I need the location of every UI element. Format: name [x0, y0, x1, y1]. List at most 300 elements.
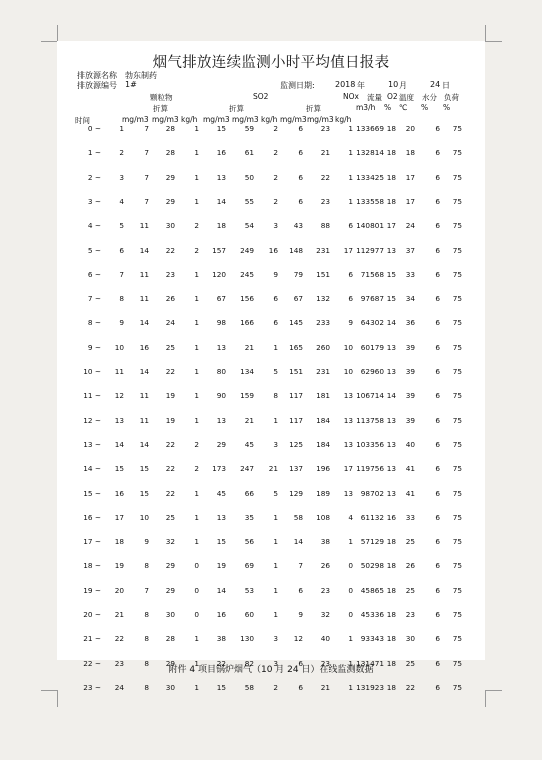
table-cell: 6 — [298, 682, 303, 692]
header-nox: NOx — [343, 92, 359, 101]
table-cell: 90 — [216, 391, 226, 401]
table-row — [57, 270, 485, 280]
table-cell: 15 — [114, 464, 124, 474]
table-cell: 6 — [298, 658, 303, 668]
table-cell: 2 — [273, 196, 278, 206]
table-row — [57, 489, 485, 499]
header-temperature: 温度 — [399, 93, 414, 102]
table-cell: 9 — [119, 318, 124, 328]
header-o2: O2 — [387, 92, 398, 101]
table-cell: 8 — [144, 658, 149, 668]
table-cell: 23 — [114, 658, 124, 668]
table-cell: 6 — [298, 148, 303, 158]
table-cell: 18 — [386, 196, 396, 206]
table-cell: 1 — [348, 172, 353, 182]
table-cell: 0 — [348, 610, 353, 619]
header-unit-4: mg/m3 — [232, 115, 259, 124]
table-cell: 13 — [386, 415, 396, 425]
table-cell: 66 — [244, 488, 254, 498]
table-cell: 15 ~ — [83, 488, 101, 498]
table-cell: 13 — [216, 512, 226, 522]
table-cell: 22 — [216, 658, 226, 668]
table-cell: 18 ~ — [83, 561, 101, 571]
table-cell: 21 — [244, 415, 254, 425]
table-cell: 18 — [386, 124, 396, 133]
table-cell: 88 — [320, 221, 330, 231]
table-cell: 2 — [273, 682, 278, 692]
table-cell: 19 — [165, 415, 175, 425]
table-cell: 3 ~ — [87, 196, 101, 206]
table-row — [57, 197, 485, 207]
table-cell: 80 — [216, 367, 226, 376]
table-cell: 0 ~ — [87, 124, 101, 133]
table-cell: 117 — [289, 391, 303, 401]
table-cell: 112977 — [356, 245, 384, 255]
table-cell: 1 ~ — [87, 148, 101, 158]
table-cell: 3 — [273, 221, 278, 231]
table-cell: 75 — [452, 561, 462, 571]
table-row — [57, 586, 485, 596]
header-o2-unit: % — [384, 103, 392, 112]
table-cell: 25 — [165, 342, 175, 352]
table-cell: 22 — [165, 464, 175, 474]
table-cell: 45865 — [360, 585, 384, 595]
table-cell: 55 — [244, 196, 254, 206]
table-cell: 29 — [165, 196, 175, 206]
table-cell: 5 ~ — [87, 245, 101, 255]
table-cell: 22 — [165, 367, 175, 376]
table-cell: 6 — [348, 221, 353, 231]
header-so2: SO2 — [253, 92, 269, 101]
table-cell: 14 — [386, 318, 396, 328]
table-cell: 165 — [289, 342, 303, 352]
table-cell: 151 — [289, 367, 303, 376]
table-cell: 133558 — [356, 196, 384, 206]
table-cell: 22 — [405, 682, 415, 692]
table-cell: 7 — [144, 148, 149, 158]
table-cell: 71568 — [360, 269, 384, 279]
crop-mark-bottom-left — [41, 690, 58, 707]
table-cell: 1 — [194, 682, 199, 692]
table-cell: 75 — [452, 318, 462, 328]
table-cell: 14 — [293, 537, 303, 547]
table-cell: 32 — [165, 537, 175, 547]
table-cell: 125 — [289, 439, 303, 449]
table-cell: 1 — [348, 634, 353, 644]
table-cell: 36 — [405, 318, 415, 328]
table-cell: 7 — [119, 269, 124, 279]
table-cell: 1 — [194, 658, 199, 668]
table-cell: 23 — [405, 610, 415, 619]
table-cell: 1 — [194, 294, 199, 304]
table-cell: 5 — [273, 367, 278, 376]
table-cell: 18 — [386, 682, 396, 692]
table-row — [57, 416, 485, 426]
table-cell: 29 — [165, 561, 175, 571]
source-id-label: 排放源编号 — [77, 81, 117, 90]
table-cell: 75 — [452, 269, 462, 279]
table-cell: 6 — [298, 196, 303, 206]
monitor-month-unit: 月 — [399, 81, 407, 90]
table-cell: 1 — [194, 342, 199, 352]
table-cell: 0 — [194, 561, 199, 571]
table-cell: 19 ~ — [83, 585, 101, 595]
table-cell: 2 — [194, 245, 199, 255]
table-cell: 1 — [194, 367, 199, 376]
table-cell: 53 — [244, 585, 254, 595]
table-cell: 3 — [273, 658, 278, 668]
table-cell: 11 ~ — [83, 391, 101, 401]
table-cell: 18 — [386, 658, 396, 668]
table-cell: 13 — [216, 172, 226, 182]
table-cell: 21 ~ — [83, 634, 101, 644]
table-cell: 10 — [139, 512, 149, 522]
table-cell: 117 — [289, 415, 303, 425]
table-cell: 6 — [435, 561, 440, 571]
table-cell: 131923 — [356, 682, 384, 692]
table-cell: 18 — [386, 585, 396, 595]
table-cell: 61 — [244, 148, 254, 158]
table-cell: 2 — [273, 148, 278, 158]
table-cell: 17 — [343, 245, 353, 255]
table-cell: 13 — [386, 439, 396, 449]
monitor-day-unit: 日 — [442, 81, 450, 90]
table-row — [57, 561, 485, 571]
header-particulate: 颗粒物 — [150, 93, 173, 102]
table-cell: 19 — [216, 561, 226, 571]
table-cell: 54 — [244, 221, 254, 231]
table-cell: 23 — [320, 658, 330, 668]
table-cell: 16 — [268, 245, 278, 255]
monitor-date-label: 监测日期: — [280, 81, 315, 90]
table-cell: 18 — [405, 148, 415, 158]
table-cell: 24 — [165, 318, 175, 328]
table-row — [57, 367, 485, 377]
table-cell: 247 — [240, 464, 254, 474]
header-load-unit: % — [443, 103, 451, 112]
table-cell: 6 — [435, 658, 440, 668]
table-cell: 75 — [452, 172, 462, 182]
table-cell: 16 — [139, 342, 149, 352]
table-row — [57, 610, 485, 620]
table-cell: 61132 — [360, 512, 384, 522]
table-cell: 103356 — [356, 439, 384, 449]
table-cell: 15 — [216, 682, 226, 692]
monitor-year: 2018 — [335, 80, 356, 89]
source-name-label: 排放源名称 — [77, 71, 117, 80]
table-cell: 21 — [114, 610, 124, 619]
table-cell: 41 — [405, 464, 415, 474]
table-cell: 13 — [343, 391, 353, 401]
table-cell: 1 — [194, 488, 199, 498]
table-cell: 3 — [273, 439, 278, 449]
table-cell: 1 — [194, 512, 199, 522]
table-cell: 108 — [316, 512, 330, 522]
table-cell: 28 — [165, 124, 175, 133]
crop-mark-top-right — [485, 25, 502, 42]
table-cell: 98702 — [360, 488, 384, 498]
table-cell: 6 — [435, 196, 440, 206]
table-cell: 6 — [435, 488, 440, 498]
table-cell: 57129 — [360, 537, 384, 547]
table-cell: 23 — [320, 585, 330, 595]
monitor-month: 10 — [388, 80, 399, 89]
table-cell: 25 — [405, 658, 415, 668]
table-cell: 148 — [289, 245, 303, 255]
header-unit-8: kg/h — [335, 115, 352, 124]
table-cell: 184 — [316, 439, 330, 449]
table-cell: 140801 — [356, 221, 384, 231]
table-cell: 14 — [114, 439, 124, 449]
table-cell: 7 ~ — [87, 294, 101, 304]
table-cell: 75 — [452, 367, 462, 376]
table-cell: 23 ~ — [83, 682, 101, 692]
table-cell: 97687 — [360, 294, 384, 304]
header-unit-2: kg/h — [181, 115, 198, 124]
table-cell: 9 — [298, 610, 303, 619]
table-cell: 67 — [293, 294, 303, 304]
table-cell: 15 — [386, 294, 396, 304]
table-cell: 39 — [405, 391, 415, 401]
table-cell: 134 — [240, 367, 254, 376]
table-cell: 8 ~ — [87, 318, 101, 328]
table-cell: 29 — [165, 172, 175, 182]
table-cell: 9 — [273, 269, 278, 279]
table-cell: 98 — [216, 318, 226, 328]
table-row — [57, 464, 485, 474]
table-cell: 30 — [165, 610, 175, 619]
table-cell: 16 ~ — [83, 512, 101, 522]
table-cell: 22 — [114, 634, 124, 644]
table-cell: 1 — [194, 391, 199, 401]
table-cell: 9 — [348, 318, 353, 328]
table-cell: 6 — [435, 439, 440, 449]
table-cell: 33 — [405, 512, 415, 522]
table-cell: 22 — [165, 439, 175, 449]
table-cell: 6 — [348, 294, 353, 304]
table-cell: 17 — [386, 221, 396, 231]
footer-caption: 附件 4 项目锅炉烟气（10 月 24 日）在线监测数据 — [168, 665, 374, 675]
table-cell: 15 — [216, 537, 226, 547]
header-moisture: 水分 — [422, 93, 437, 102]
header-load: 负荷 — [444, 93, 459, 102]
table-cell: 35 — [244, 512, 254, 522]
table-cell: 18 — [114, 537, 124, 547]
table-cell: 6 — [435, 294, 440, 304]
table-cell: 17 — [405, 172, 415, 182]
table-cell: 6 — [435, 682, 440, 692]
table-cell: 60 — [244, 610, 254, 619]
table-cell: 18 — [386, 561, 396, 571]
table-cell: 11 — [139, 391, 149, 401]
table-cell: 26 — [165, 294, 175, 304]
table-cell: 75 — [452, 294, 462, 304]
table-cell: 1 — [194, 415, 199, 425]
table-cell: 43 — [293, 221, 303, 231]
table-cell: 50 — [244, 172, 254, 182]
table-cell: 18 — [386, 610, 396, 619]
table-cell: 2 — [119, 148, 124, 158]
table-cell: 6 — [298, 172, 303, 182]
table-cell: 28 — [165, 634, 175, 644]
monitor-year-unit: 年 — [357, 81, 365, 90]
table-cell: 17 — [405, 196, 415, 206]
table-cell: 16 — [386, 512, 396, 522]
table-cell: 6 — [435, 172, 440, 182]
table-cell: 0 — [194, 610, 199, 619]
table-cell: 1 — [273, 585, 278, 595]
table-cell: 75 — [452, 415, 462, 425]
table-cell: 137 — [289, 464, 303, 474]
table-cell: 7 — [144, 124, 149, 133]
table-cell: 14 — [139, 245, 149, 255]
table-cell: 20 — [405, 124, 415, 133]
table-cell: 6 — [435, 245, 440, 255]
table-cell: 8 — [273, 391, 278, 401]
table-cell: 60179 — [360, 342, 384, 352]
table-cell: 38 — [320, 537, 330, 547]
table-cell: 56 — [244, 537, 254, 547]
header-unit-5: kg/h — [261, 115, 278, 124]
table-cell: 6 — [435, 464, 440, 474]
table-cell: 6 — [273, 318, 278, 328]
table-cell: 231 — [316, 245, 330, 255]
table-cell: 75 — [452, 148, 462, 158]
header-temp-unit: ℃ — [399, 103, 408, 112]
table-cell: 13 — [216, 342, 226, 352]
table-cell: 82 — [244, 658, 254, 668]
table-cell: 249 — [240, 245, 254, 255]
table-cell: 7 — [144, 585, 149, 595]
table-cell: 29 — [216, 439, 226, 449]
table-cell: 9 — [144, 537, 149, 547]
header-converted-pm: 折算 — [153, 104, 168, 113]
table-cell: 184 — [316, 415, 330, 425]
table-cell: 11 — [139, 415, 149, 425]
table-cell: 13 — [386, 488, 396, 498]
table-cell: 15 — [139, 488, 149, 498]
table-cell: 0 — [348, 585, 353, 595]
table-cell: 2 — [273, 172, 278, 182]
table-cell: 1 — [273, 512, 278, 522]
table-cell: 8 — [144, 610, 149, 619]
table-cell: 13 — [386, 367, 396, 376]
table-cell: 16 — [216, 148, 226, 158]
table-cell: 30 — [165, 682, 175, 692]
table-cell: 1 — [273, 561, 278, 571]
table-row — [57, 294, 485, 304]
table-cell: 14 ~ — [83, 464, 101, 474]
table-cell: 8 — [144, 561, 149, 571]
table-cell: 19 — [165, 391, 175, 401]
table-cell: 64302 — [360, 318, 384, 328]
table-cell: 1 — [273, 537, 278, 547]
table-cell: 45 — [244, 439, 254, 449]
table-cell: 231 — [316, 367, 330, 376]
table-cell: 40 — [405, 439, 415, 449]
table-cell: 17 ~ — [83, 537, 101, 547]
table-cell: 1 — [119, 124, 124, 133]
table-cell: 14 — [216, 196, 226, 206]
table-cell: 159 — [240, 391, 254, 401]
table-cell: 1 — [348, 196, 353, 206]
table-cell: 6 — [119, 245, 124, 255]
table-cell: 75 — [452, 464, 462, 474]
table-cell: 75 — [452, 245, 462, 255]
table-cell: 39 — [405, 415, 415, 425]
table-cell: 16 — [114, 488, 124, 498]
table-cell: 2 — [194, 464, 199, 474]
table-cell: 13 — [114, 415, 124, 425]
table-cell: 17 — [114, 512, 124, 522]
table-cell: 22 — [165, 488, 175, 498]
table-cell: 45 — [216, 488, 226, 498]
table-cell: 173 — [212, 464, 226, 474]
table-cell: 132 — [316, 294, 330, 304]
table-cell: 3 — [119, 172, 124, 182]
table-cell: 75 — [452, 585, 462, 595]
table-cell: 12 — [114, 391, 124, 401]
table-row — [57, 391, 485, 401]
table-cell: 1 — [348, 682, 353, 692]
table-cell: 50298 — [360, 561, 384, 571]
table-cell: 1 — [194, 124, 199, 133]
table-cell: 133669 — [356, 124, 384, 133]
header-time: 时间 — [75, 116, 90, 125]
table-cell: 75 — [452, 512, 462, 522]
table-cell: 29 — [165, 585, 175, 595]
table-cell: 13 ~ — [83, 439, 101, 449]
table-cell: 75 — [452, 634, 462, 644]
table-cell: 6 — [435, 512, 440, 522]
table-cell: 5 — [273, 488, 278, 498]
table-cell: 18 — [216, 221, 226, 231]
table-cell: 129 — [289, 488, 303, 498]
table-cell: 1 — [194, 148, 199, 158]
table-cell: 7 — [298, 561, 303, 571]
header-flow: 流量 — [367, 93, 382, 102]
table-cell: 6 — [273, 294, 278, 304]
table-cell: 1 — [273, 415, 278, 425]
table-cell: 106714 — [356, 391, 384, 401]
table-cell: 23 — [320, 124, 330, 133]
table-row — [57, 148, 485, 158]
table-cell: 5 — [119, 221, 124, 231]
table-cell: 6 — [435, 391, 440, 401]
table-cell: 75 — [452, 610, 462, 619]
table-cell: 75 — [452, 221, 462, 231]
table-cell: 12 — [293, 634, 303, 644]
header-converted-nox: 折算 — [306, 104, 321, 113]
table-cell: 6 — [348, 269, 353, 279]
table-cell: 2 — [273, 124, 278, 133]
table-cell: 10 ~ — [83, 367, 101, 376]
table-cell: 22 — [320, 172, 330, 182]
table-cell: 1 — [273, 610, 278, 619]
table-cell: 1 — [194, 634, 199, 644]
table-cell: 13 — [343, 488, 353, 498]
table-cell: 6 — [435, 585, 440, 595]
table-cell: 62960 — [360, 367, 384, 376]
table-row — [57, 537, 485, 547]
table-cell: 10 — [343, 342, 353, 352]
header-unit-0: mg/m3 — [122, 115, 149, 124]
table-cell: 58 — [293, 512, 303, 522]
table-cell: 3 — [273, 634, 278, 644]
table-cell: 8 — [144, 682, 149, 692]
table-cell: 0 — [194, 585, 199, 595]
crop-mark-top-left — [41, 25, 58, 42]
